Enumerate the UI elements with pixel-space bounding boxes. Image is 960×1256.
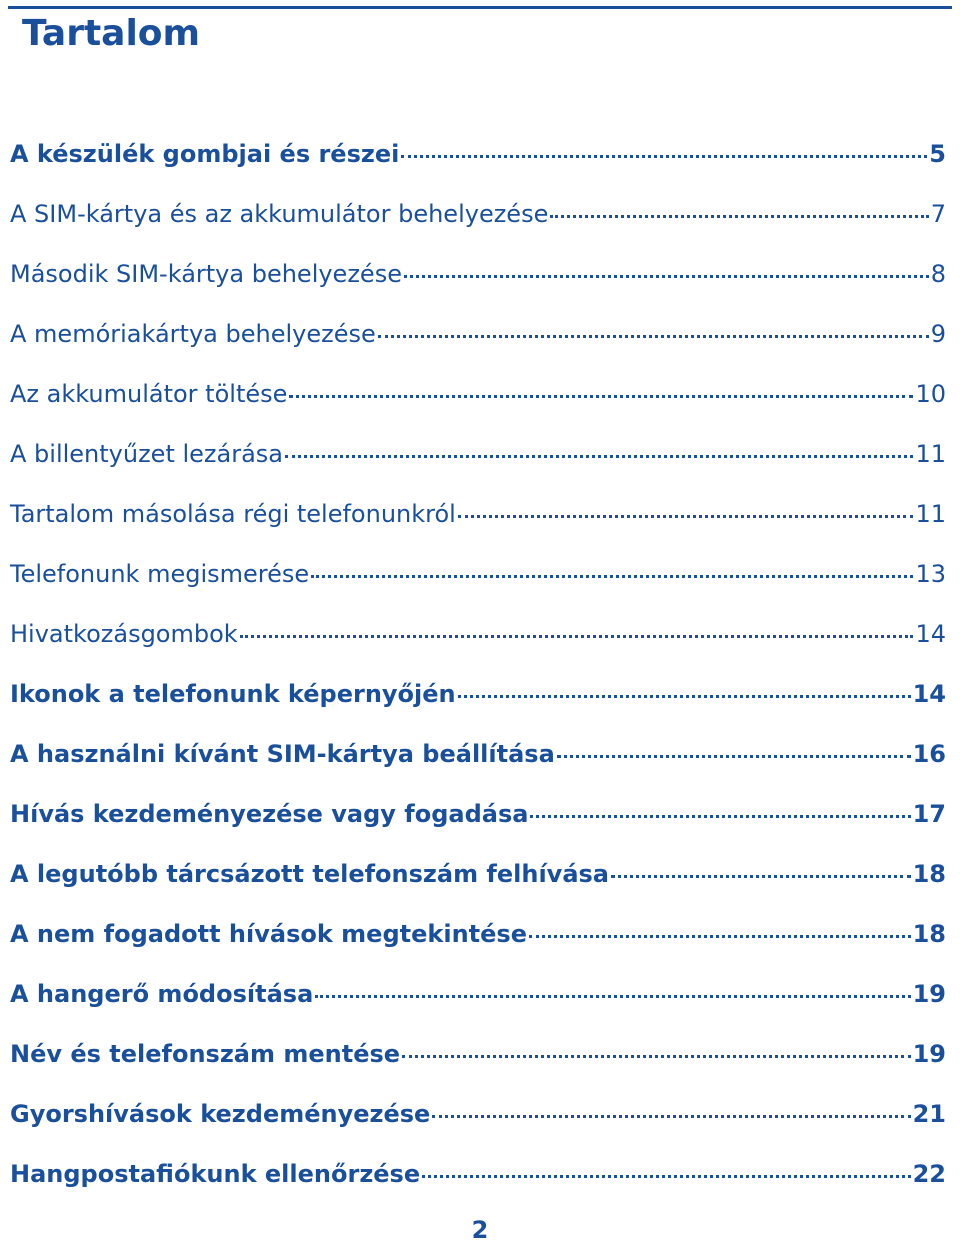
dot-leader [557, 755, 911, 758]
toc-entry-label: Az akkumulátor töltése [10, 380, 288, 408]
toc-entry-label: Név és telefonszám mentése [10, 1040, 401, 1068]
toc-entry-label: Hivatkozásgombok [10, 620, 238, 648]
toc-entry[interactable] [10, 134, 946, 194]
toc-entry-label: A legutóbb tárcsázott telefonszám felhívása [10, 860, 610, 888]
toc-entry[interactable] [10, 734, 946, 794]
dot-leader [240, 635, 914, 638]
toc-entry-page-number: 19 [912, 980, 946, 1008]
dot-leader [401, 155, 927, 158]
toc-entry[interactable] [10, 974, 946, 1034]
toc-entry-label: Hívás kezdeményezése vagy fogadása [10, 800, 529, 828]
toc-entry-page-number: 7 [930, 200, 946, 228]
toc-entry-page-number: 14 [915, 620, 946, 648]
toc-entry-page-number: 8 [930, 260, 946, 288]
toc-entry-page-number: 18 [912, 860, 946, 888]
toc-entry[interactable] [10, 1154, 946, 1214]
toc-entry[interactable] [10, 854, 946, 914]
top-rule [8, 6, 952, 9]
dot-leader [404, 275, 929, 278]
toc-entry[interactable] [10, 1034, 946, 1094]
toc-entry[interactable] [10, 674, 946, 734]
toc-entry[interactable] [10, 914, 946, 974]
toc-entry-label: Gyorshívások kezdeményezése [10, 1100, 431, 1128]
toc-entry-label: A memóriakártya behelyezése [10, 320, 376, 348]
toc-entry-label: Második SIM-kártya behelyezése [10, 260, 402, 288]
toc-entry[interactable] [10, 494, 946, 554]
table-of-contents [10, 134, 946, 1214]
toc-entry-page-number: 16 [912, 740, 946, 768]
toc-entry-page-number: 14 [912, 680, 946, 708]
dot-leader [402, 1055, 911, 1058]
toc-entry[interactable] [10, 254, 946, 314]
dot-leader [422, 1175, 910, 1178]
toc-entry-page-number: 11 [915, 440, 946, 468]
dot-leader [550, 215, 928, 218]
page-title: Tartalom [22, 13, 201, 54]
toc-entry-label: A billentyűzet lezárása [10, 440, 284, 468]
dot-leader [458, 515, 914, 518]
toc-entry-label: Ikonok a telefonunk képernyőjén [10, 680, 456, 708]
toc-entry[interactable] [10, 374, 946, 434]
page-number: 2 [471, 1216, 489, 1244]
toc-entry[interactable] [10, 194, 946, 254]
toc-entry-page-number: 21 [912, 1100, 946, 1128]
dot-leader [315, 995, 910, 998]
toc-entry-label: Hangpostafiókunk ellenőrzése [10, 1160, 421, 1188]
toc-entry-page-number: 19 [912, 1040, 946, 1068]
dot-leader [311, 575, 913, 578]
toc-entry-label: A hangerő módosítása [10, 980, 314, 1008]
dot-leader [529, 935, 911, 938]
toc-entry-label: Tartalom másolása régi telefonunkról [10, 500, 456, 528]
toc-entry[interactable] [10, 434, 946, 494]
toc-entry-label: A készülék gombjai és részei [10, 140, 400, 168]
toc-entry-page-number: 18 [912, 920, 946, 948]
toc-entry-page-number: 17 [912, 800, 946, 828]
toc-entry[interactable] [10, 314, 946, 374]
dot-leader [530, 815, 910, 818]
toc-entry[interactable] [10, 794, 946, 854]
toc-entry[interactable] [10, 614, 946, 674]
dot-leader [458, 695, 911, 698]
toc-entry-page-number: 10 [915, 380, 946, 408]
toc-entry-page-number: 5 [929, 140, 946, 168]
toc-entry-page-number: 22 [912, 1160, 946, 1188]
dot-leader [378, 335, 929, 338]
toc-entry-page-number: 11 [915, 500, 946, 528]
toc-entry[interactable] [10, 554, 946, 614]
toc-entry[interactable] [10, 1094, 946, 1154]
dot-leader [285, 455, 913, 458]
dot-leader [289, 395, 913, 398]
toc-entry-label: A SIM-kártya és az akkumulátor behelyezése [10, 200, 549, 228]
toc-entry-page-number: 9 [930, 320, 946, 348]
toc-entry-label: A nem fogadott hívások megtekintése [10, 920, 527, 948]
toc-entry-label: Telefonunk megismerése [10, 560, 310, 588]
toc-entry-page-number: 13 [915, 560, 946, 588]
dot-leader [611, 875, 911, 878]
dot-leader [432, 1115, 910, 1118]
toc-entry-label: A használni kívánt SIM-kártya beállítása [10, 740, 555, 768]
